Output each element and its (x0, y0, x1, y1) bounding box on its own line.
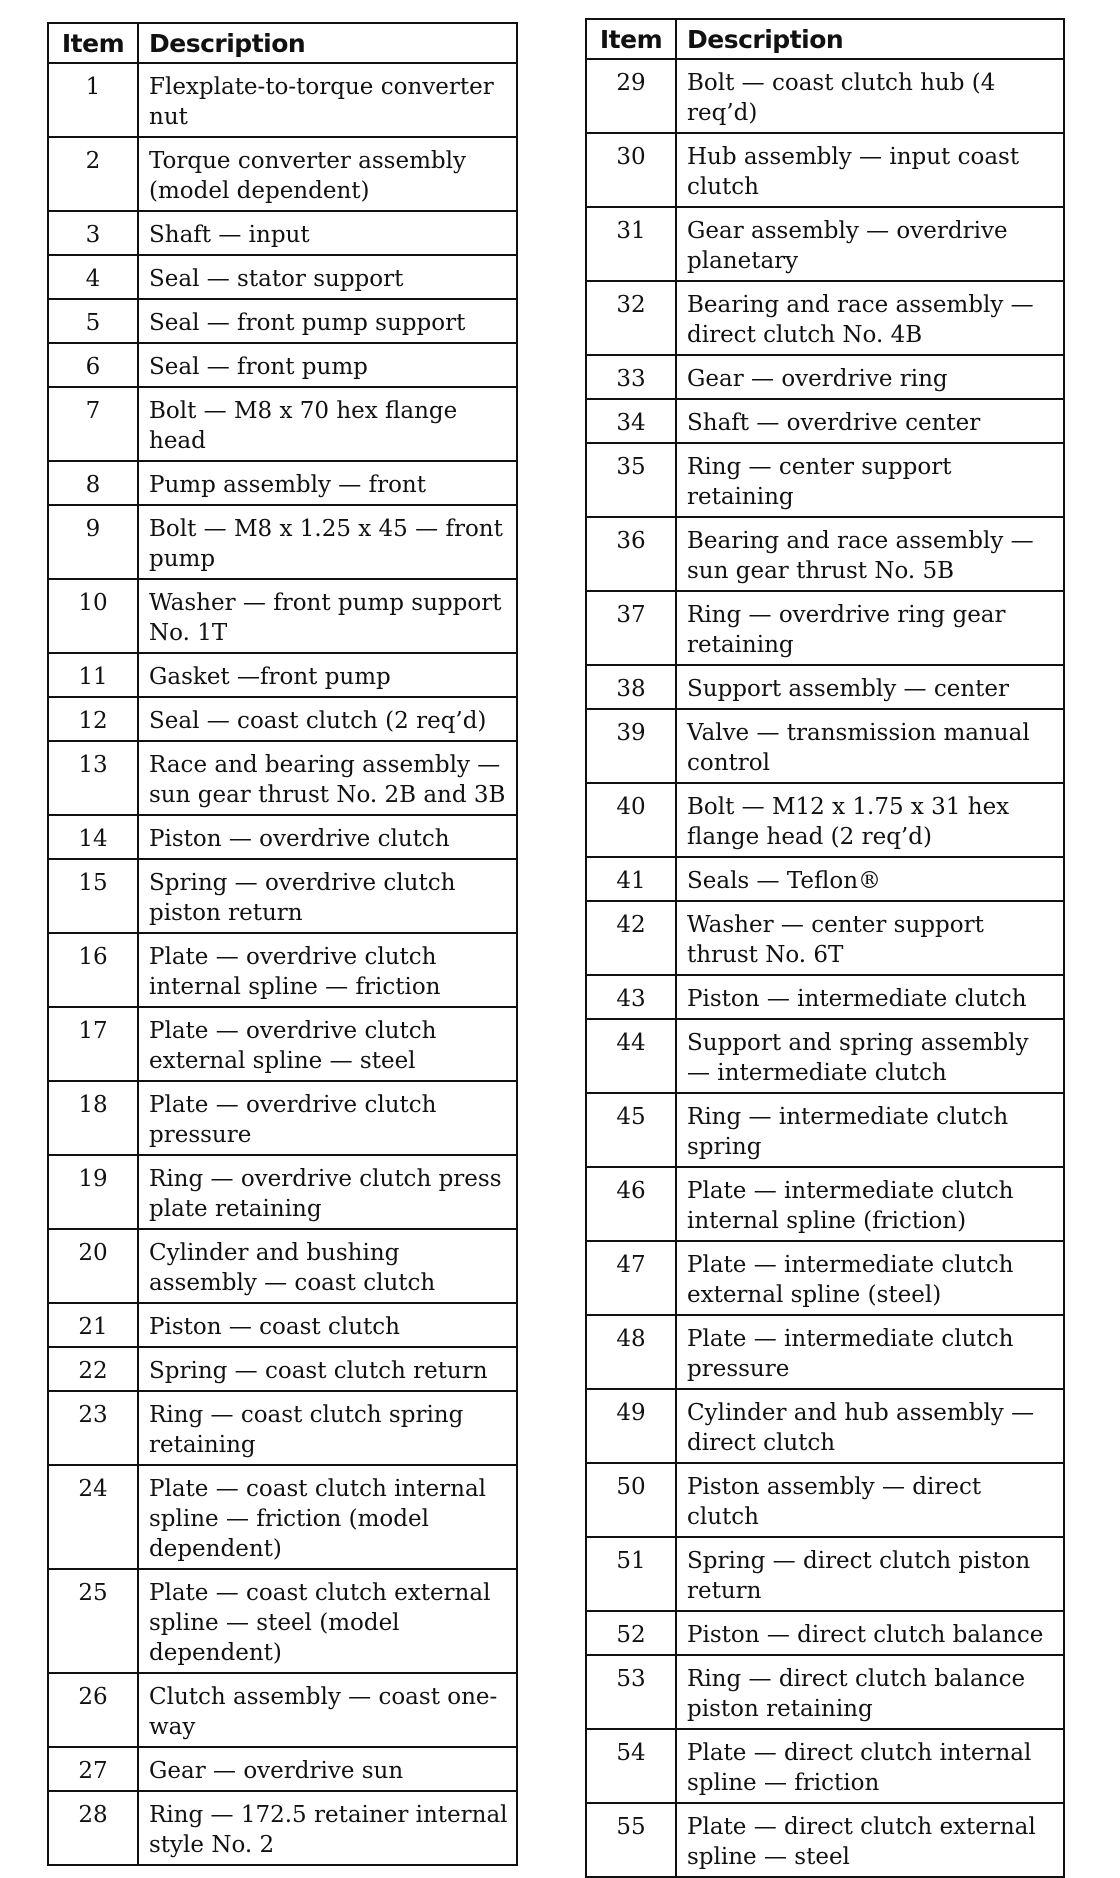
item-number: 44 (586, 1019, 676, 1093)
table-row (586, 399, 1064, 443)
item-description: Plate — direct clutch internal spline — friction (676, 1729, 1064, 1803)
item-description: Flexplate-to-torque converter nut (138, 63, 517, 137)
table-row (48, 1081, 517, 1155)
table-row (586, 443, 1064, 517)
parts-table-left-body (48, 63, 517, 1865)
table-row (586, 857, 1064, 901)
item-number: 26 (48, 1673, 138, 1747)
item-description: Bearing and race assembly — sun gear thrust No. 5B (676, 517, 1064, 591)
item-description: Shaft — overdrive center (676, 399, 1064, 443)
item-description: Pump assembly — front (138, 461, 517, 505)
item-number: 15 (48, 859, 138, 933)
table-row (48, 1569, 517, 1673)
item-description: Torque converter assembly (model dependent) (138, 137, 517, 211)
item-number: 7 (48, 387, 138, 461)
item-description: Plate — overdrive clutch internal spline — friction (138, 933, 517, 1007)
table-row (48, 137, 517, 211)
table-row (48, 299, 517, 343)
item-number: 49 (586, 1389, 676, 1463)
item-number: 2 (48, 137, 138, 211)
item-number: 39 (586, 709, 676, 783)
item-number: 28 (48, 1791, 138, 1865)
item-number: 31 (586, 207, 676, 281)
table-row (48, 933, 517, 1007)
item-number: 11 (48, 653, 138, 697)
item-description: Piston assembly — direct clutch (676, 1463, 1064, 1537)
item-description: Ring — 172.5 retainer internal style No. 2 (138, 1791, 517, 1865)
table-row (48, 387, 517, 461)
item-description: Gear — overdrive sun (138, 1747, 517, 1791)
item-number: 52 (586, 1611, 676, 1655)
table-row (48, 579, 517, 653)
item-description: Spring — direct clutch piston return (676, 1537, 1064, 1611)
table-row (586, 591, 1064, 665)
table-row (586, 1655, 1064, 1729)
header-row (586, 19, 1064, 59)
table-row (48, 1303, 517, 1347)
item-description: Seal — front pump (138, 343, 517, 387)
item-description: Hub assembly — input coast clutch (676, 133, 1064, 207)
table-row (586, 1803, 1064, 1877)
item-description: Bolt — M8 x 70 hex flange head (138, 387, 517, 461)
item-description: Piston — direct clutch balance (676, 1611, 1064, 1655)
item-number: 32 (586, 281, 676, 355)
item-description: Bolt — M12 x 1.75 x 31 hex flange head (2 req’d) (676, 783, 1064, 857)
table-row (586, 1241, 1064, 1315)
item-number: 4 (48, 255, 138, 299)
item-description: Plate — overdrive clutch external spline — steel (138, 1007, 517, 1081)
item-number: 23 (48, 1391, 138, 1465)
table-row (586, 1315, 1064, 1389)
item-description: Gasket —front pump (138, 653, 517, 697)
item-description: Plate — coast clutch external spline — steel (model dependent) (138, 1569, 517, 1673)
table-row (586, 975, 1064, 1019)
item-number: 53 (586, 1655, 676, 1729)
table-row (48, 815, 517, 859)
item-number: 35 (586, 443, 676, 517)
item-description: Gear assembly — overdrive planetary (676, 207, 1064, 281)
table-row (48, 1747, 517, 1791)
item-description: Plate — direct clutch external spline — steel (676, 1803, 1064, 1877)
table-row (586, 355, 1064, 399)
table-row (586, 59, 1064, 133)
table-row (48, 741, 517, 815)
table-row (586, 1019, 1064, 1093)
table-row (48, 211, 517, 255)
item-number: 54 (586, 1729, 676, 1803)
item-number: 29 (586, 59, 676, 133)
item-description: Spring — overdrive clutch piston return (138, 859, 517, 933)
table-row (48, 1155, 517, 1229)
item-number: 14 (48, 815, 138, 859)
item-column-header: Item (48, 23, 138, 63)
table-row (48, 1673, 517, 1747)
table-row (586, 1167, 1064, 1241)
item-description: Ring — coast clutch spring retaining (138, 1391, 517, 1465)
item-number: 33 (586, 355, 676, 399)
item-number: 1 (48, 63, 138, 137)
item-number: 12 (48, 697, 138, 741)
item-number: 24 (48, 1465, 138, 1569)
table-row (48, 1791, 517, 1865)
item-description: Support assembly — center (676, 665, 1064, 709)
item-number: 27 (48, 1747, 138, 1791)
table-row (48, 63, 517, 137)
item-description: Plate — intermediate clutch external spline (steel) (676, 1241, 1064, 1315)
table-row (586, 901, 1064, 975)
item-description: Gear — overdrive ring (676, 355, 1064, 399)
table-row (48, 1007, 517, 1081)
item-description: Seals — Teflon® (676, 857, 1064, 901)
table-row (586, 1463, 1064, 1537)
item-number: 50 (586, 1463, 676, 1537)
item-description: Ring — overdrive clutch press plate retaining (138, 1155, 517, 1229)
item-description: Ring — center support retaining (676, 443, 1064, 517)
table-row (586, 207, 1064, 281)
item-description: Piston — overdrive clutch (138, 815, 517, 859)
item-number: 19 (48, 1155, 138, 1229)
item-number: 5 (48, 299, 138, 343)
item-number: 36 (586, 517, 676, 591)
item-number: 34 (586, 399, 676, 443)
item-number: 41 (586, 857, 676, 901)
item-description: Bolt — coast clutch hub (4 req’d) (676, 59, 1064, 133)
item-number: 20 (48, 1229, 138, 1303)
item-number: 45 (586, 1093, 676, 1167)
item-number: 40 (586, 783, 676, 857)
table-row (586, 1389, 1064, 1463)
item-number: 30 (586, 133, 676, 207)
item-description: Bolt — M8 x 1.25 x 45 — front pump (138, 505, 517, 579)
item-number: 46 (586, 1167, 676, 1241)
item-description: Spring — coast clutch return (138, 1347, 517, 1391)
item-description: Race and bearing assembly — sun gear thrust No. 2B and 3B (138, 741, 517, 815)
table-row (586, 783, 1064, 857)
item-number: 51 (586, 1537, 676, 1611)
item-description: Washer — front pump support No. 1T (138, 579, 517, 653)
item-number: 48 (586, 1315, 676, 1389)
table-row (48, 859, 517, 933)
table-row (586, 1611, 1064, 1655)
table-row (48, 343, 517, 387)
item-description: Cylinder and hub assembly — direct clutch (676, 1389, 1064, 1463)
table-row (48, 255, 517, 299)
item-number: 42 (586, 901, 676, 975)
table-row (48, 1465, 517, 1569)
table-row (586, 133, 1064, 207)
item-description: Bearing and race assembly — direct clutch No. 4B (676, 281, 1064, 355)
table-row (48, 461, 517, 505)
header-row (48, 23, 517, 63)
table-row (48, 1391, 517, 1465)
item-description: Clutch assembly — coast one-way (138, 1673, 517, 1747)
item-number: 38 (586, 665, 676, 709)
table-row (586, 1537, 1064, 1611)
item-description: Seal — stator support (138, 255, 517, 299)
item-number: 21 (48, 1303, 138, 1347)
table-row (586, 709, 1064, 783)
item-description: Ring — direct clutch balance piston retaining (676, 1655, 1064, 1729)
item-description: Piston — coast clutch (138, 1303, 517, 1347)
table-row (48, 505, 517, 579)
item-column-header: Item (586, 19, 676, 59)
item-number: 10 (48, 579, 138, 653)
item-number: 16 (48, 933, 138, 1007)
item-number: 8 (48, 461, 138, 505)
table-row (586, 1729, 1064, 1803)
item-description: Seal — coast clutch (2 req’d) (138, 697, 517, 741)
table-row (586, 281, 1064, 355)
item-description: Shaft — input (138, 211, 517, 255)
item-number: 43 (586, 975, 676, 1019)
item-description: Ring — intermediate clutch spring (676, 1093, 1064, 1167)
description-column-header: Description (138, 23, 517, 63)
item-description: Washer — center support thrust No. 6T (676, 901, 1064, 975)
table-row (586, 665, 1064, 709)
item-description: Plate — intermediate clutch internal spline (friction) (676, 1167, 1064, 1241)
item-number: 18 (48, 1081, 138, 1155)
item-description: Piston — intermediate clutch (676, 975, 1064, 1019)
item-description: Valve — transmission manual control (676, 709, 1064, 783)
parts-table-right-body (586, 59, 1064, 1877)
item-description: Cylinder and bushing assembly — coast clutch (138, 1229, 517, 1303)
item-description: Seal — front pump support (138, 299, 517, 343)
item-description: Support and spring assembly — intermediate clutch (676, 1019, 1064, 1093)
parts-table-left (47, 22, 518, 1866)
item-number: 55 (586, 1803, 676, 1877)
item-number: 47 (586, 1241, 676, 1315)
item-description: Ring — overdrive ring gear retaining (676, 591, 1064, 665)
item-number: 6 (48, 343, 138, 387)
table-row (48, 1347, 517, 1391)
item-number: 37 (586, 591, 676, 665)
table-row (586, 1093, 1064, 1167)
item-number: 22 (48, 1347, 138, 1391)
item-description: Plate — coast clutch internal spline — friction (model dependent) (138, 1465, 517, 1569)
parts-table-right (585, 18, 1065, 1878)
item-number: 9 (48, 505, 138, 579)
item-number: 13 (48, 741, 138, 815)
item-description: Plate — overdrive clutch pressure (138, 1081, 517, 1155)
table-row (586, 517, 1064, 591)
item-number: 3 (48, 211, 138, 255)
table-row (48, 697, 517, 741)
item-description: Plate — intermediate clutch pressure (676, 1315, 1064, 1389)
table-row (48, 1229, 517, 1303)
description-column-header: Description (676, 19, 1064, 59)
item-number: 17 (48, 1007, 138, 1081)
item-number: 25 (48, 1569, 138, 1673)
table-row (48, 653, 517, 697)
